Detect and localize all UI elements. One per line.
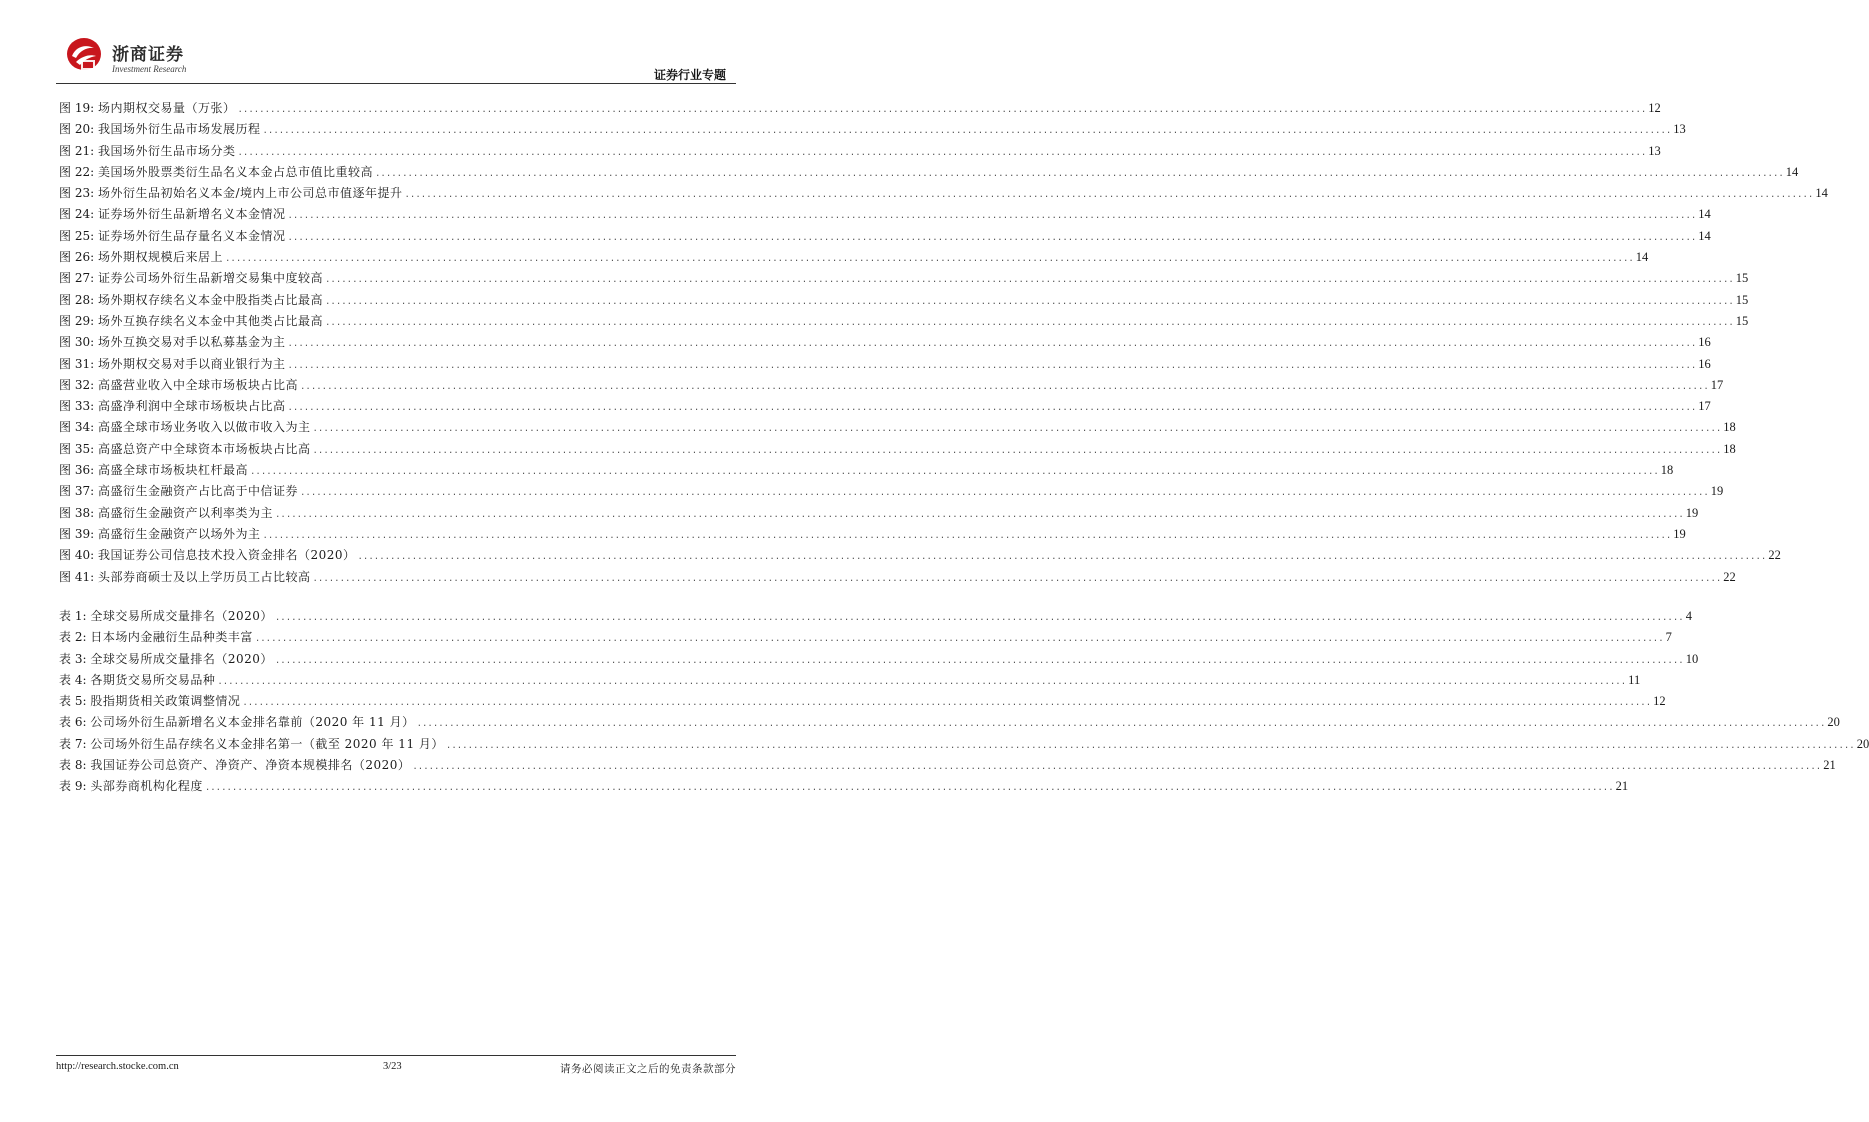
toc-entry-number: 图 22:: [59, 164, 95, 179]
toc-entry-title: 我国场外衍生品市场分类: [97, 143, 236, 158]
toc-entry-title: 场外期权存续名义本金中股指类占比最高: [97, 292, 323, 307]
toc-entry-number: 表 9:: [59, 779, 87, 794]
toc-dot-leader: ....................................................................................................................................................................................................................................................................: [416, 719, 1826, 730]
toc-dot-leader: ....................................................................................................................................................................................................................................................................: [299, 488, 1709, 499]
figure-toc-entry[interactable]: [59, 290, 1749, 311]
toc-entry-number: 表 6:: [59, 715, 87, 730]
footer-divider: [56, 1055, 736, 1056]
toc-entry-page: 12: [1648, 101, 1661, 115]
toc-entry-title: 高盛衍生金融资产占比高于中信证券: [97, 484, 298, 499]
toc-entry-page: 15: [1735, 271, 1749, 286]
toc-entry-page: 12: [1653, 694, 1666, 709]
toc-entry-page: 13: [1673, 122, 1686, 137]
table-toc-entry[interactable]: [59, 627, 1672, 648]
figure-toc-entry[interactable]: [59, 439, 1736, 460]
toc-entry-title: 公司场外衍生品新增名义本金排名靠前（2020 年 11 月）: [90, 715, 415, 730]
table-toc-entry[interactable]: [59, 691, 1666, 712]
toc-entry-page: 15: [1735, 292, 1749, 307]
figure-toc-entry[interactable]: [59, 460, 1674, 481]
figure-toc-entry[interactable]: [59, 226, 1711, 247]
toc-entry-number: 图 27:: [59, 271, 95, 286]
toc-entry-number: 图 36:: [59, 463, 95, 478]
toc-entry-title: 高盛衍生金融资产以利率类为主: [97, 505, 273, 520]
toc-dot-leader: ....................................................................................................................................................................................................................................................................: [287, 360, 1697, 371]
figure-toc-entry[interactable]: [59, 119, 1686, 140]
toc-dot-leader: ....................................................................................................................................................................................................................................................................: [324, 296, 1734, 307]
toc-entry-page: 14: [1635, 250, 1649, 265]
figure-toc-entry[interactable]: [59, 332, 1711, 353]
toc-entry-page: 19: [1685, 505, 1699, 520]
toc-entry-number: 图 29:: [59, 313, 95, 328]
toc-entry-number: 表 4:: [59, 672, 87, 687]
toc-entry-page: 14: [1785, 164, 1799, 179]
header-divider: [56, 83, 736, 84]
disclaimer-note: 请务必阅读正文之后的免责条款部分: [560, 1063, 736, 1075]
toc-entry-number: 图 28:: [59, 292, 95, 307]
table-toc-entry[interactable]: [59, 734, 1869, 755]
toc-entry-title: 场外期权交易对手以商业银行为主: [97, 356, 286, 371]
toc-entry-title: 高盛全球市场板块杠杆最高: [97, 463, 248, 478]
toc-entry-title: 我国证券公司信息技术投入资金排名（2020）: [97, 548, 356, 563]
toc-dot-leader: ....................................................................................................................................................................................................................................................................: [324, 275, 1734, 286]
toc-entry-title: 高盛全球市场业务收入以做市收入为主: [97, 420, 311, 435]
figure-toc-entry[interactable]: [59, 524, 1686, 545]
toc-entry-page: 16: [1698, 356, 1711, 371]
toc-entry-page: 14: [1698, 228, 1711, 243]
toc-entry-page: 16: [1698, 335, 1711, 350]
toc-entry-page: 7: [1665, 630, 1672, 645]
toc-entry-page: 18: [1723, 441, 1736, 456]
figure-toc-entry[interactable]: [59, 268, 1749, 289]
toc-entry-page: 11: [1628, 672, 1641, 687]
toc-entry-page: 22: [1768, 548, 1781, 563]
toc-dot-leader: ....................................................................................................................................................................................................................................................................: [445, 740, 1855, 751]
toc-entry-title: 场外期权规模后来居上: [97, 250, 223, 265]
toc-entry-title: 全球交易所成交量排名（2020）: [90, 651, 273, 666]
toc-entry-page: 15: [1735, 313, 1749, 328]
toc-entry-page: 21: [1615, 779, 1629, 794]
toc-entry-title: 头部券商硕士及以上学历员工占比较高: [97, 569, 311, 584]
table-toc-entry[interactable]: [59, 649, 1699, 670]
table-list: [59, 606, 1869, 798]
toc-dot-leader: ....................................................................................................................................................................................................................................................................: [357, 552, 1767, 563]
toc-dot-leader: ....................................................................................................................................................................................................................................................................: [237, 105, 1647, 115]
figure-toc-entry[interactable]: [59, 567, 1736, 588]
toc-entry-title: 股指期货相关政策调整情况: [90, 694, 241, 709]
toc-entry-title: 公司场外衍生品存续名义本金排名第一（截至 2020 年 11 月）: [90, 736, 444, 751]
toc-entry-number: 表 8:: [59, 758, 87, 773]
toc-entry-page: 17: [1710, 377, 1724, 392]
toc-dot-leader: ....................................................................................................................................................................................................................................................................: [412, 762, 1822, 773]
toc-entry-number: 图 41:: [59, 569, 95, 584]
toc-entry-number: 图 38:: [59, 505, 95, 520]
figure-toc-entry[interactable]: [59, 162, 1799, 183]
toc-dot-leader: ....................................................................................................................................................................................................................................................................: [237, 147, 1647, 158]
figure-list: [59, 98, 1828, 588]
table-toc-entry[interactable]: [59, 776, 1629, 797]
toc-dot-leader: ....................................................................................................................................................................................................................................................................: [312, 573, 1722, 584]
toc-dot-leader: ....................................................................................................................................................................................................................................................................: [404, 190, 1814, 201]
toc-entry-page: 17: [1698, 399, 1711, 414]
figure-toc-entry[interactable]: [59, 354, 1711, 375]
figure-toc-entry[interactable]: [59, 375, 1724, 396]
toc-entry-number: 图 33:: [59, 399, 95, 414]
toc-dot-leader: ....................................................................................................................................................................................................................................................................: [224, 254, 1634, 265]
toc-entry-page: 14: [1698, 207, 1711, 222]
toc-entry-number: 表 1:: [59, 609, 87, 623]
toc-dot-leader: ....................................................................................................................................................................................................................................................................: [324, 317, 1734, 328]
toc-dot-leader: ....................................................................................................................................................................................................................................................................: [249, 467, 1659, 478]
toc-dot-leader: ....................................................................................................................................................................................................................................................................: [374, 168, 1784, 179]
toc-entry-title: 场外互换存续名义本金中其他类占比最高: [97, 313, 323, 328]
toc-entry-number: 图 19:: [59, 101, 95, 115]
toc-dot-leader: ....................................................................................................................................................................................................................................................................: [287, 339, 1697, 350]
toc-entry-title: 证券场外衍生品存量名义本金情况: [97, 228, 286, 243]
page-number: 3/23: [383, 1061, 402, 1072]
figure-toc-entry[interactable]: [59, 204, 1711, 225]
toc-dot-leader: ....................................................................................................................................................................................................................................................................: [274, 655, 1684, 666]
toc-entry-page: 14: [1815, 186, 1828, 201]
table-toc-entry[interactable]: [59, 755, 1836, 776]
report-section-title: 证券行业专题: [653, 68, 726, 82]
toc-dot-leader: ....................................................................................................................................................................................................................................................................: [262, 530, 1672, 541]
toc-entry-number: 图 35:: [59, 441, 95, 456]
toc-entry-page: 18: [1723, 420, 1736, 435]
toc-entry-title: 高盛总资产中全球资本市场板块占比高: [97, 441, 311, 456]
toc-entry-page: 22: [1723, 569, 1736, 584]
toc-dot-leader: ....................................................................................................................................................................................................................................................................: [287, 232, 1697, 243]
toc-entry-number: 表 3:: [59, 651, 87, 666]
toc-entry-title: 我国场外衍生品市场发展历程: [97, 122, 261, 137]
figure-toc-entry[interactable]: [59, 183, 1828, 204]
toc-entry-title: 美国场外股票类衍生品名义本金占总市值比重较高: [97, 164, 373, 179]
toc-entry-page: 13: [1648, 143, 1661, 158]
figure-toc-entry[interactable]: [59, 417, 1736, 438]
toc-entry-number: 图 37:: [59, 484, 95, 499]
toc-entry-title: 全球交易所成交量排名（2020）: [90, 609, 273, 623]
toc-entry-number: 图 30:: [59, 335, 95, 350]
toc-dot-leader: ....................................................................................................................................................................................................................................................................: [287, 403, 1697, 414]
toc-entry-number: 图 26:: [59, 250, 95, 265]
figure-toc-entry[interactable]: [59, 545, 1781, 566]
toc-entry-page: 20: [1856, 736, 1869, 751]
table-toc-entry[interactable]: [59, 606, 1692, 627]
table-toc-entry[interactable]: [59, 670, 1641, 691]
brand-name: 浙商证券: [112, 45, 184, 65]
toc-dot-leader: ....................................................................................................................................................................................................................................................................: [254, 634, 1664, 645]
figure-toc-entry[interactable]: [59, 98, 1661, 119]
toc-entry-number: 图 24:: [59, 207, 95, 222]
toc-entry-title: 日本场内金融衍生品种类丰富: [90, 630, 253, 645]
figure-toc-entry[interactable]: [59, 396, 1711, 417]
toc-entry-number: 图 34:: [59, 420, 95, 435]
toc-entry-page: 19: [1673, 526, 1686, 541]
toc-entry-number: 图 32:: [59, 377, 95, 392]
toc-entry-title: 头部券商机构化程度: [90, 779, 203, 794]
figure-toc-entry[interactable]: [59, 481, 1724, 502]
toc-entry-page: 4: [1685, 609, 1692, 623]
toc-entry-title: 高盛净利润中全球市场板块占比高: [97, 399, 286, 414]
toc-entry-number: 图 31:: [59, 356, 95, 371]
toc-entry-title: 证券场外衍生品新增名义本金情况: [97, 207, 286, 222]
toc-entry-title: 各期货交易所交易品种: [90, 672, 216, 687]
table-toc-entry[interactable]: [59, 712, 1840, 733]
toc-entry-title: 高盛营业收入中全球市场板块占比高: [97, 377, 298, 392]
toc-entry-page: 10: [1685, 651, 1699, 666]
toc-entry-page: 21: [1823, 758, 1836, 773]
toc-dot-leader: ....................................................................................................................................................................................................................................................................: [274, 509, 1684, 520]
toc-entry-page: 18: [1660, 463, 1674, 478]
toc-dot-leader: ....................................................................................................................................................................................................................................................................: [312, 424, 1722, 435]
toc-dot-leader: ....................................................................................................................................................................................................................................................................: [242, 698, 1652, 709]
toc-entry-number: 图 40:: [59, 548, 95, 563]
toc-entry-number: 图 21:: [59, 143, 95, 158]
brand-tagline: Investment Research: [112, 64, 187, 74]
toc-dot-leader: ....................................................................................................................................................................................................................................................................: [299, 381, 1709, 392]
logo-icon: [64, 34, 104, 74]
toc-entry-number: 表 7:: [59, 736, 87, 751]
figure-toc-entry[interactable]: [59, 503, 1699, 524]
page-header: [56, 32, 736, 84]
toc-dot-leader: ....................................................................................................................................................................................................................................................................: [274, 613, 1684, 623]
figure-toc-entry[interactable]: [59, 247, 1649, 268]
toc-entry-page: 20: [1827, 715, 1840, 730]
toc-dot-leader: ....................................................................................................................................................................................................................................................................: [312, 445, 1722, 456]
toc-entry-title: 场外衍生品初始名义本金/境内上市公司总市值逐年提升: [97, 186, 403, 201]
figure-toc-entry[interactable]: [59, 141, 1661, 162]
toc-entry-number: 图 23:: [59, 186, 95, 201]
toc-dot-leader: ....................................................................................................................................................................................................................................................................: [262, 126, 1672, 137]
toc-entry-number: 图 25:: [59, 228, 95, 243]
toc-entry-number: 图 39:: [59, 526, 95, 541]
toc-entry-number: 表 2:: [59, 630, 87, 645]
toc-entry-number: 表 5:: [59, 694, 87, 709]
footer-url[interactable]: http://research.stocke.com.cn: [56, 1061, 179, 1072]
toc-entry-title: 我国证券公司总资产、净资产、净资本规模排名（2020）: [90, 758, 411, 773]
toc-entry-page: 19: [1710, 484, 1724, 499]
toc-entry-title: 场外互换交易对手以私募基金为主: [97, 335, 286, 350]
toc-dot-leader: ....................................................................................................................................................................................................................................................................: [204, 783, 1614, 794]
toc-entry-title: 高盛衍生金融资产以场外为主: [97, 526, 261, 541]
toc-entry-title: 证券公司场外衍生品新增交易集中度较高: [97, 271, 323, 286]
toc-entry-title: 场内期权交易量（万张）: [97, 101, 236, 115]
toc-dot-leader: ....................................................................................................................................................................................................................................................................: [217, 676, 1627, 687]
toc-dot-leader: ....................................................................................................................................................................................................................................................................: [287, 211, 1697, 222]
toc-entry-number: 图 20:: [59, 122, 95, 137]
figure-toc-entry[interactable]: [59, 311, 1749, 332]
